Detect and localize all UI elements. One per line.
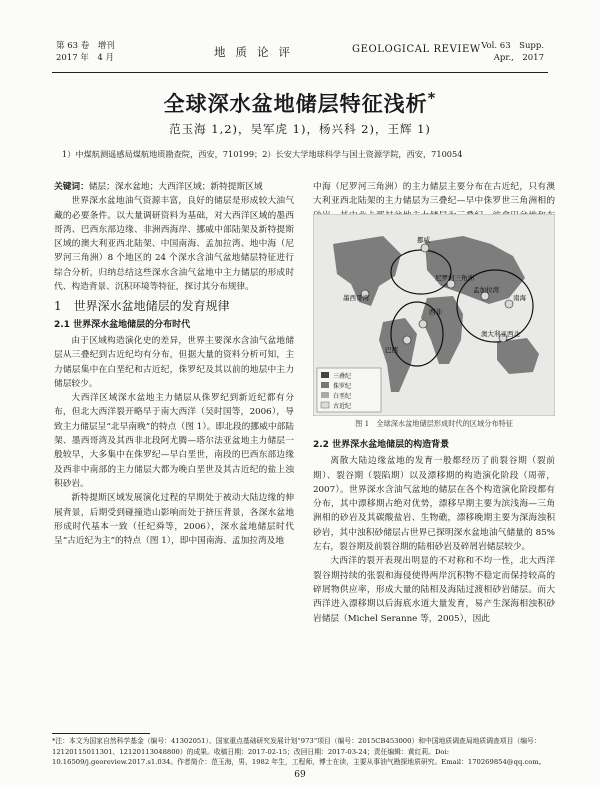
map-label-nw-australia: 澳大利亚西北 [481, 330, 520, 338]
map-label-gulf-of-mexico: 墨西哥湾 [343, 294, 369, 302]
map-label-bay-of-bengal: 孟加拉湾 [473, 286, 499, 294]
legend-swatch-jurassic [321, 382, 329, 388]
author-list: 范玉海 1,2)，吴军虎 1)，杨兴科 2)，王辉 1) [169, 122, 431, 136]
legend-cretaceous: 白垩纪 [333, 393, 352, 400]
map-label-south-china-sea: 南海 [513, 294, 526, 302]
figure-1-world-map [313, 214, 555, 416]
section-2-1-heading: 2.1 世界深水盆地储层的分布时代 [54, 319, 191, 330]
affiliations: 1）中煤航测遥感局煤航地质勘查院，西安，710199；2）长安大学地球科学与国土资源学院，西安，710054 [62, 149, 463, 159]
abstract: 世界深水盆地油气资源丰富，良好的储层是形成较大油气藏的必要条件。以大量调研资料为基础，对大西洋区域的墨西哥湾、巴西东部边缘、非洲西海岸、挪威中部陆架及新特提斯区域的澳大利亚西北陆架、中国南海、孟加拉湾、地中海（尼罗河三角洲）8 个地区的 24 个深水含油气盆地储层特征进行综合分析，归纳总结这些深水含油气盆地中主力储层的形成时代、构造背景、沉积环境等特征，探讨其分布规律。 [54, 196, 294, 293]
legend-swatch-cretaceous [321, 392, 329, 398]
paragraph: 大西洋区域深水盆地主力储层从侏罗纪到新近纪都有分布，但北大西洋裂开略早于南大西洋（吴时国等，2006），导致主力储层呈“北早南晚”的特点（图 1）。即北段的挪威中部陆架、墨西哥湾及其西非北段阿尤腾—塔尔法亚盆地主力储层一般较早，大多集中在侏罗纪—早白垩世，南段的巴西东部边缘及西非中南部的主力储层大都为晚白垩世及其古近纪的盐上浊积砂岩。 [54, 393, 294, 489]
legend-paleogene: 古近纪 [333, 403, 352, 410]
paragraph: 大西洋的裂开表现出明显的不对称和不均一性，北大西洋裂谷期持续的张裂和海侵使得两岸沉积物不稳定而保持较高的碎屑物供应率，形成大量的陆相及海陆过渡相砂岩储层。而大西洋进入漂移期以后海底水道大量发育，易产生深海相浊积砂岩储层（Michel Seranne 等，2005），因此 [313, 556, 555, 624]
map-label-norway: 挪威 [417, 236, 430, 244]
section-1-heading: 1 世界深水盆地储层的发育规律 [54, 299, 230, 314]
map-label-west-africa: 西非 [429, 308, 442, 316]
legend-swatch-paleogene [321, 402, 329, 408]
footnote: *注：本文为国家自然科学基金（编号：41302051）、国家重点基础研究发展计划“973”项目（编号：2015CB453000）和中国地质调查局地质调查项目（编号：12120115011301、12120113048800）的成果。收稿日期：2017-02-15；改回日期：2017-03-24；责任编辑：黄红莉。Doi: 10.16509/j.georeview.2017.s1.034。作者简介：范玉海，男，1982 年生，工程师，博士在读，主要从事油气勘探地质研究。Email：170269854@qq.com。 [52, 737, 546, 766]
site-marker [421, 244, 429, 252]
paper-title [0, 88, 600, 118]
paragraph: 由于区域构造演化史的差异，世界主要深水含油气盆地储层从三叠纪到古近纪均有分布，但据大量的资料分析可知，主力储层集中在白垩纪和古近纪，侏罗纪及其以前的地层中主力储层较少。 [54, 335, 294, 389]
volume-en: Vol. 63 Supp. [481, 41, 544, 51]
keywords-label: 关键词： [54, 182, 89, 192]
keywords-text: 储层；深水盆地；大西洋区域；新特提斯区域 [88, 182, 263, 192]
page-number: 69 [294, 770, 306, 780]
paragraph: 新特提斯区域发展演化过程的早期处于被动大陆边缘的伸展背景，后期受到碰撞造山影响而处于挤压背景，各深水盆地形成时代基本一致（任纪舜等，2006），深水盆地储层时代呈“古近纪为主”的特点（图 1），即中国南海、孟加拉湾及地 [54, 493, 294, 547]
header-right [481, 40, 544, 64]
legend-swatch-triassic [321, 372, 329, 378]
right-column-bottom [313, 434, 555, 626]
left-column [54, 180, 294, 548]
map-label-nile-delta: 尼罗河三角洲 [435, 274, 474, 282]
map-label-brazil: 巴西 [385, 346, 398, 354]
date-cn: 2017 年 4 月 [56, 53, 114, 63]
running-header [52, 34, 548, 70]
journal-name-en: GEOLOGICAL REVIEW [352, 44, 481, 55]
site-marker [505, 300, 513, 308]
section-2-2-heading: 2.2 世界深水盆地储层的构造背景 [313, 440, 450, 450]
journal-name-cn: 地质论评 [214, 45, 300, 59]
volume-cn: 第 63 卷 增刊 [56, 41, 115, 51]
date-en: Apr., 2017 [493, 53, 544, 63]
figure-1-caption: 图 1 全球深水盆地储层形成时代的区域分布特征 [355, 419, 513, 428]
paragraph: 离散大陆边缘盆地的发育一般都经历了前裂谷期（裂前期）、裂谷期（裂陷期）以及漂移期的构造演化阶段（周蒂，2007）。世界深水含油气盆地的储层在各个构造演化阶段都有分布，其中漂移期占绝对优势，漂移早期主要为滨浅海—三角洲相的砂岩及其碳酸盐岩、生物礁，漂移晚期主要为深海浊积砂岩，其中浊积砂储层占世界已探明深水盆地油气储量的 85%左右，裂谷期及前裂谷期的陆相砂岩及碎屑岩储层较少。 [313, 456, 555, 553]
keywords [54, 180, 294, 194]
paragraph: 中海（尼罗河三角洲）的主力储层主要分布在古近纪，只有澳大利亚西北陆架的主力储层为三叠纪—早中侏罗世三角洲相的 [313, 182, 555, 207]
legend-triassic: 三叠纪 [333, 373, 352, 380]
header-left [56, 40, 115, 64]
legend-jurassic: 侏罗纪 [333, 383, 352, 390]
title-footnote-mark: * [427, 90, 437, 107]
site-marker [419, 320, 427, 328]
title-text: 全球深水盆地储层特征浅析 [163, 92, 428, 116]
site-marker [403, 336, 411, 344]
header-rule [52, 72, 548, 73]
footnote-rule [52, 733, 150, 734]
